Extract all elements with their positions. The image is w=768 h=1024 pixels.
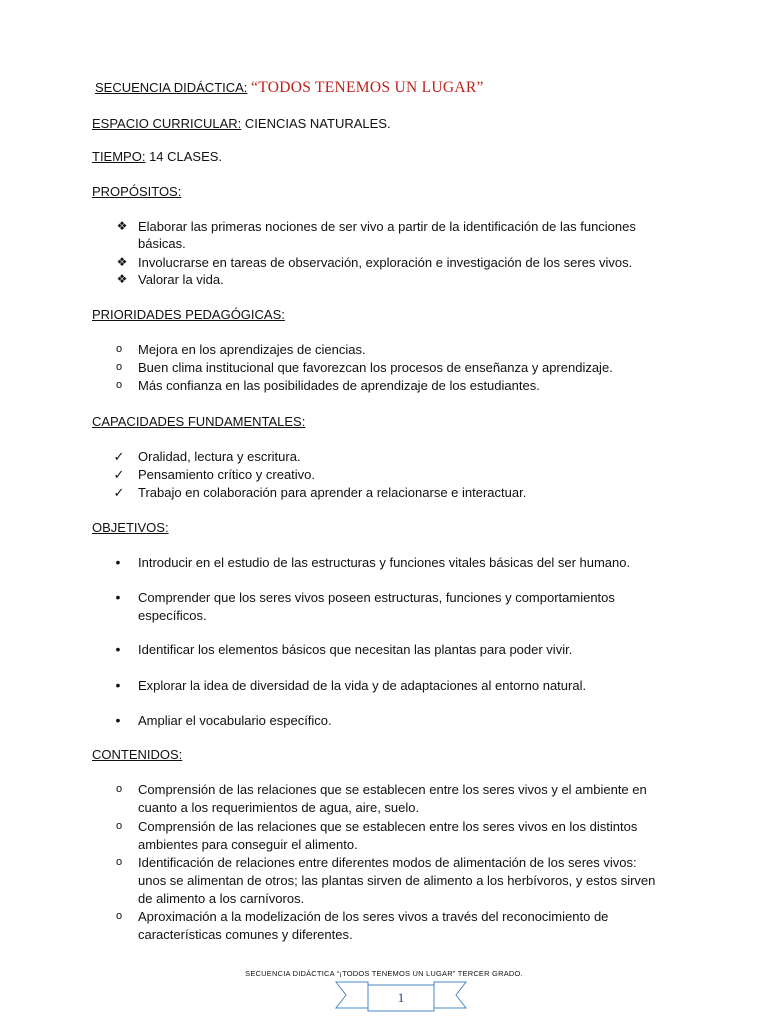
list-item: Oralidad, lectura y escritura. [138, 449, 301, 464]
dot-bullet-icon: • [115, 589, 121, 605]
circle-bullet-icon: o [115, 361, 123, 373]
circle-bullet-icon: o [115, 343, 123, 355]
list-item: Aproximación a la modelización de los seres vivos a través del reconocimiento de [138, 909, 609, 924]
list-item-continuation: básicas. [138, 236, 186, 251]
list-item: Involucrarse en tareas de observación, exploración e investigación de los seres vivos. [138, 255, 633, 270]
list-item: Mejora en los aprendizajes de ciencias. [138, 342, 366, 357]
checkmark-icon: ✓ [113, 467, 125, 482]
dot-bullet-icon: • [115, 554, 121, 570]
tiempo-value: 14 CLASES. [145, 149, 223, 164]
list-item-continuation: de alimento a los carnívoros. [138, 891, 305, 906]
list-item: Buen clima institucional que favorezcan los procesos de enseñanza y aprendizaje. [138, 360, 613, 375]
list-item: Identificación de relaciones entre diferentes modos de alimentación de los seres vivos: [138, 855, 637, 870]
tiempo [92, 148, 222, 165]
espacio-value: CIENCIAS NATURALES. [241, 116, 391, 131]
page-footer: SECUENCIA DIDÁCTICA “¡TODOS TENEMOS UN LUGAR” TERCER GRADO. [245, 969, 523, 978]
checkmark-icon: ✓ [113, 485, 125, 500]
diamond-bullet-icon: ❖ [116, 255, 128, 269]
list-item: Comprender que los seres vivos poseen estructuras, funciones y comportamientos [138, 590, 615, 605]
list-item: Identificar los elementos básicos que necesitan las plantas para poder vivir. [138, 642, 573, 657]
diamond-bullet-icon: ❖ [116, 272, 128, 286]
dot-bullet-icon: • [115, 677, 121, 693]
diamond-bullet-icon: ❖ [116, 219, 128, 233]
header-label: SECUENCIA DIDÁCTICA: [95, 80, 248, 95]
dot-bullet-icon: • [115, 641, 121, 657]
espacio-curricular [92, 115, 391, 132]
list-item: Ampliar el vocabulario específico. [138, 713, 332, 728]
tiempo-label: TIEMPO: [92, 149, 146, 164]
capacidades-heading: CAPACIDADES FUNDAMENTALES: [92, 414, 306, 429]
list-item: Introducir en el estudio de las estructuras y funciones vitales básicas del ser humano. [138, 555, 631, 570]
list-item: Elaborar las primeras nociones de ser vivo a partir de la identificación de las funciones [138, 219, 636, 234]
circle-bullet-icon: o [115, 783, 123, 795]
document-header [95, 79, 484, 96]
list-item: Comprensión de las relaciones que se establecen entre los seres vivos en los distintos [138, 819, 638, 834]
list-item-continuation: específicos. [138, 608, 207, 623]
list-item: Valorar la vida. [138, 272, 224, 287]
list-item-continuation: unos se alimentan de otros; las plantas sirven de alimento a los herbívoros, y estos sirven [138, 873, 656, 888]
objetivos-heading: OBJETIVOS: [92, 520, 169, 535]
list-item: Pensamiento crítico y creativo. [138, 467, 316, 482]
list-item-continuation: características comunes y diferentes. [138, 927, 353, 942]
document-title: “TODOS TENEMOS UN LUGAR” [251, 79, 484, 96]
propositos-heading: PROPÓSITOS: [92, 184, 182, 199]
list-item: Comprensión de las relaciones que se establecen entre los seres vivos y el ambiente en [138, 782, 647, 797]
checkmark-icon: ✓ [113, 449, 125, 464]
circle-bullet-icon: o [115, 379, 123, 391]
list-item-continuation: cuanto a los requerimientos de agua, aire, suelo. [138, 800, 420, 815]
list-item: Trabajo en colaboración para aprender a relacionarse e interactuar. [138, 485, 527, 500]
contenidos-heading: CONTENIDOS: [92, 747, 183, 762]
circle-bullet-icon: o [115, 856, 123, 868]
espacio-label: ESPACIO CURRICULAR: [92, 116, 242, 131]
dot-bullet-icon: • [115, 712, 121, 728]
list-item: Más confianza en las posibilidades de aprendizaje de los estudiantes. [138, 378, 540, 393]
prioridades-heading: PRIORIDADES PEDAGÓGICAS: [92, 307, 285, 322]
list-item-continuation: ambientes para conseguir el alimento. [138, 837, 358, 852]
circle-bullet-icon: o [115, 910, 123, 922]
list-item: Explorar la idea de diversidad de la vida y de adaptaciones al entorno natural. [138, 678, 587, 693]
page-number: 1 [397, 990, 405, 1005]
circle-bullet-icon: o [115, 820, 123, 832]
